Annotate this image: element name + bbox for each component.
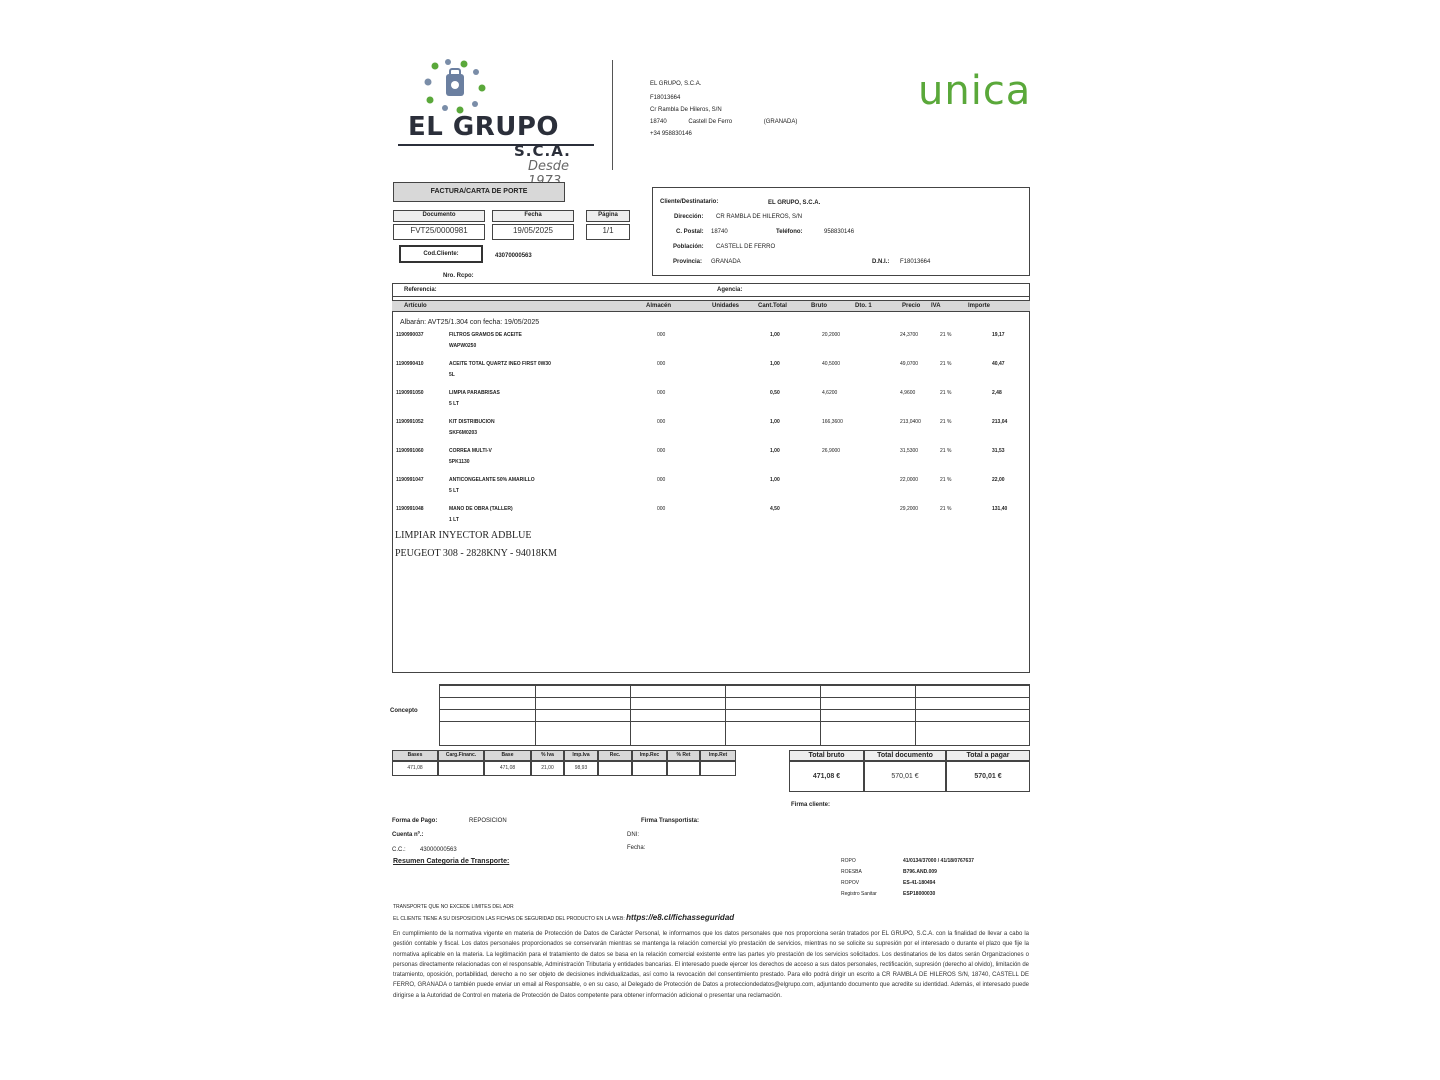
total-bruto-value: 471,08 €: [789, 761, 864, 792]
client-code-label: Cod.Cliente:: [399, 245, 483, 263]
item-precio: 31,5300: [900, 448, 919, 454]
concepts-label: Concepto: [390, 708, 418, 714]
item-importe: 31,53: [992, 448, 1005, 454]
item-cant: 1,00: [770, 448, 780, 454]
client-dest-value: EL GRUPO, S.C.A.: [768, 200, 821, 206]
firma-cliente-label: Firma cliente:: [791, 802, 831, 808]
item-desc: KIT DISTRIBUCION: [449, 419, 495, 425]
doc-date-label: Fecha: [492, 210, 574, 222]
client-phone-label: Teléfono:: [776, 229, 803, 235]
logo-dots-icon: [420, 58, 490, 118]
doc-type-banner: FACTURA/CARTA DE PORTE: [393, 182, 565, 202]
tax-value-cell: 471,08: [484, 761, 531, 776]
item-precio: 213,0400: [900, 419, 921, 425]
total-pay-value: 570,01 €: [946, 761, 1030, 792]
doc-page-label: Página: [586, 210, 630, 222]
item-importe: 40,47: [992, 361, 1005, 367]
item-precio: 4,9600: [900, 390, 916, 396]
client-phone-value: 958830146: [824, 229, 855, 235]
client-cp-value: 18740: [711, 229, 728, 235]
item-cant: 1,00: [770, 419, 780, 425]
item-desc2: 5L: [449, 372, 455, 378]
item-importe: 22,00: [992, 477, 1005, 483]
client-dni-label: D.N.I.:: [872, 259, 890, 265]
item-desc: ANTICONGELANTE 50% AMARILLO: [449, 477, 535, 483]
doc-number-value: FVT25/0000981: [393, 224, 485, 240]
registry-value: ES-41-180494: [903, 880, 936, 886]
company-province: (GRANADA): [763, 119, 798, 125]
item-desc: MANO DE OBRA (TALLER): [449, 506, 513, 512]
concept-cell: [820, 721, 916, 746]
tax-header-cell: Rec.: [598, 750, 632, 761]
doc-page-value: 1/1: [586, 224, 630, 240]
partner-logo: unica: [918, 68, 1032, 114]
concept-cell: [820, 684, 916, 698]
item-iva: 21 %: [940, 506, 952, 512]
item-precio: 22,0000: [900, 477, 919, 483]
item-cant: 0,50: [770, 390, 780, 396]
company-address: Cr Rambla De Hileros, S/N: [650, 107, 722, 113]
concept-cell: [725, 721, 821, 746]
safety-sheets-text: EL CLIENTE TIENE A SU DISPOSICION LAS FICHAS DE SEGURIDAD DEL PRODUCTO EN LA WEB:: [393, 916, 625, 922]
item-alm: 000: [657, 332, 666, 338]
tax-value-cell: [598, 761, 632, 776]
tax-value-cell: 98,93: [564, 761, 598, 776]
firma-transportista-label: Firma Transportista:: [641, 818, 700, 824]
item-desc: FILTROS GRAMOS DE ACEITE: [449, 332, 522, 338]
company-cif: F18013664: [650, 95, 681, 101]
item-bruto: 4,6200: [822, 390, 838, 396]
item-cant: 1,00: [770, 477, 780, 483]
transport-dni-label: DNI:: [627, 832, 639, 838]
item-cant: 1,00: [770, 361, 780, 367]
client-town-label: Población:: [673, 244, 704, 250]
resumen-transport-label: Resumen Categoria de Transporte:: [393, 858, 510, 865]
client-cp-label: C. Postal:: [676, 229, 704, 235]
item-iva: 21 %: [940, 477, 952, 483]
col-importe: Importe: [968, 303, 991, 309]
item-alm: 000: [657, 506, 666, 512]
tax-header-cell: Bases: [392, 750, 438, 761]
tax-value-cell: [700, 761, 736, 776]
company-city: Castell De Ferro: [688, 119, 733, 125]
lines-ref-row: [392, 283, 1030, 297]
total-doc-label: Total documento: [864, 750, 946, 761]
concept-cell: [535, 721, 631, 746]
col-bruto: Bruto: [811, 303, 827, 309]
company-postal: 18740: [650, 119, 667, 125]
item-desc: LIMPIA PARABRISAS: [449, 390, 500, 396]
company-name: EL GRUPO, S.C.A.: [650, 81, 702, 87]
item-iva: 21 %: [940, 361, 952, 367]
company-logo: [398, 58, 598, 178]
client-code-value: 43070000563: [495, 253, 532, 259]
concept-cell: [535, 684, 631, 698]
logo-desde-text: Desde: [528, 159, 570, 174]
concept-cell: [915, 684, 1030, 698]
transport-date-label: Fecha:: [627, 845, 646, 851]
item-code: 1190990410: [396, 361, 424, 367]
col-dto: Dto. 1: [855, 303, 872, 309]
item-precio: 49,0700: [900, 361, 919, 367]
item-desc2: SKF6M0203: [449, 430, 478, 436]
item-desc2: 5 LT: [449, 488, 459, 494]
tax-value-cell: 471,08: [392, 761, 438, 776]
item-code: 1190991047: [396, 477, 424, 483]
item-bruto: 166,3600: [822, 419, 843, 425]
header-divider: [612, 60, 613, 170]
agency-label: Agencia:: [717, 287, 743, 293]
item-cant: 4,50: [770, 506, 780, 512]
item-importe: 131,40: [992, 506, 1008, 512]
tax-header-cell: Imp.Rec: [632, 750, 667, 761]
item-iva: 21 %: [940, 390, 952, 396]
item-precio: 29,2000: [900, 506, 919, 512]
concept-cell: [725, 684, 821, 698]
tax-header-cell: Base: [484, 750, 531, 761]
privacy-legal-text: En cumplimiento de la normativa vigente en materia de Protección de Datos de Carácter Personal, le informamos que los datos personales que nos proporciona serán tratados por EL GRUPO, S.C.A. con la finalidad de llevar a cabo la gestión contable y fiscal. Los datos personales proporcionados se conservarán mientras se mantenga la relación comercial y/o prestación de servicios, mientras no se solicite su supresión por el interesado o durante el plazo que fije la normativa aplicable en la materia. La legitimación para el tratamiento de datos se basa en la relación comercial existente entre las partes y/o prestación de los servicios solicitados. Los destinatarios de los datos serán Organizaciones o personas directamente relacionadas con el responsable, Administración Tributaria y entidades bancarias. El interesado puede ejercer los derechos de acceso a sus datos personales, rectificación, supresión (derecho al olvido), limitación de tratamiento, oposición, portabilidad, derecho a no ser objeto de decisiones individualizadas, así como la revocación del consentimiento prestado. Para ello podrá dirigir un escrito a CR RAMBLA DE HILEROS S/N, 18740, CASTELL DE FERRO, GRANADA o también puede enviar un email al Responsable, o en su caso, al Delegado de Protección de Datos a protecciondedatos@elgrupo.com, adjuntando documento que acredite su identidad. Además, el interesado puede dirigirse a la Autoridad de Control en materia de Protección de Datos competente para obtener información adicional o presentar una reclamación.: [393, 931, 1029, 999]
registry-value: B796.AND.009: [903, 869, 937, 875]
cc-value: 43000000563: [420, 847, 457, 853]
tax-header-cell: Carg.Financ.: [438, 750, 484, 761]
payment-method-value: REPOSICION: [469, 818, 507, 824]
item-bruto: 26,9000: [822, 448, 841, 454]
tax-value-cell: [438, 761, 484, 776]
col-almacen: Almacén: [646, 303, 672, 309]
company-phone: +34 958830146: [650, 131, 692, 137]
tax-header-cell: % Ret: [667, 750, 700, 761]
client-dni-value: F18013664: [900, 259, 931, 265]
registry-key: ROPO: [841, 858, 856, 864]
item-code: 1190991050: [396, 390, 424, 396]
col-iva: IVA: [931, 303, 941, 309]
client-prov-label: Provincia:: [673, 259, 703, 265]
item-desc: ACEITE TOTAL QUARTZ INEO FIRST 0W30: [449, 361, 551, 367]
item-alm: 000: [657, 477, 666, 483]
tax-value-cell: [632, 761, 667, 776]
adr-note: TRANSPORTE QUE NO EXCEDE LIMITES DEL ADR: [393, 904, 514, 910]
col-precio: Precio: [902, 303, 921, 309]
item-precio: 24,3700: [900, 332, 919, 338]
logo-sca-text: S.C.A.: [514, 142, 571, 160]
item-desc: CORREA MULTI-V: [449, 448, 492, 454]
total-pay-label: Total a pagar: [946, 750, 1030, 761]
total-doc-value: 570,01 €: [864, 761, 946, 792]
tax-header-cell: % Iva: [531, 750, 564, 761]
tax-header-cell: Imp.Iva: [564, 750, 598, 761]
item-alm: 000: [657, 419, 666, 425]
concept-cell: [630, 721, 726, 746]
item-desc2: 5 LT: [449, 401, 459, 407]
ref-label: Referencia:: [404, 287, 437, 293]
item-iva: 21 %: [940, 332, 952, 338]
col-articulo: Artículo: [404, 303, 427, 309]
logo-main-text: EL GRUPO: [408, 112, 560, 142]
concept-cell: [439, 684, 536, 698]
safety-sheets-note: [393, 914, 734, 923]
note-line-1: LIMPIAR INYECTOR ADBLUE: [395, 530, 532, 541]
item-iva: 21 %: [940, 448, 952, 454]
doc-date-value: 19/05/2025: [492, 224, 574, 240]
item-alm: 000: [657, 390, 666, 396]
concept-cell: [915, 721, 1030, 746]
client-town-value: CASTELL DE FERRO: [716, 244, 776, 250]
item-code: 1190991052: [396, 419, 424, 425]
company-info: [650, 80, 797, 138]
safety-sheets-url[interactable]: https://e8.cl/fichasseguridad: [626, 913, 735, 922]
item-desc2: 1 LT: [449, 517, 459, 523]
item-code: 1190991048: [396, 506, 424, 512]
registry-key: ROPOV: [841, 880, 860, 886]
item-code: 1190990037: [396, 332, 424, 338]
item-alm: 000: [657, 448, 666, 454]
registry-key: ROESBA: [841, 869, 862, 875]
item-alm: 000: [657, 361, 666, 367]
client-dest-label: Cliente/Destinatario:: [660, 199, 719, 205]
item-importe: 213,04: [992, 419, 1008, 425]
registry-key: Registro Sanitar: [841, 891, 877, 897]
doc-number-label: Documento: [393, 210, 485, 222]
concept-cell: [630, 684, 726, 698]
item-bruto: 40,5000: [822, 361, 841, 367]
tax-value-cell: [667, 761, 700, 776]
item-code: 1190991060: [396, 448, 424, 454]
client-prov-value: GRANADA: [711, 259, 741, 265]
item-importe: 19,17: [992, 332, 1005, 338]
registry-value: ESP18000030: [903, 891, 936, 897]
tax-value-cell: 21,00: [531, 761, 564, 776]
account-label: Cuenta nº.:: [392, 832, 424, 838]
item-importe: 2,48: [992, 390, 1002, 396]
company-city-row: [650, 118, 797, 126]
item-iva: 21 %: [940, 419, 952, 425]
item-desc2: WAPW0250: [449, 343, 477, 349]
client-addr-value: CR RAMBLA DE HILEROS, S/N: [716, 214, 803, 220]
cc-label: C.C.:: [392, 847, 406, 853]
albaran-line: Albarán: AVT25/1.304 con fecha: 19/05/2025: [400, 319, 540, 326]
client-addr-label: Dirección:: [674, 214, 704, 220]
note-line-2: PEUGEOT 308 - 2828KNY - 94018KM: [395, 548, 557, 559]
total-bruto-label: Total bruto: [789, 750, 864, 761]
col-unidades: Unidades: [712, 303, 740, 309]
payment-method-label: Forma de Pago:: [392, 818, 438, 824]
concept-cell: [439, 721, 536, 746]
col-cant-total: Cant.Total: [758, 303, 787, 309]
nro-label: Nro. Rcpo:: [443, 273, 474, 279]
item-bruto: 20,2000: [822, 332, 841, 338]
registry-value: 41/0134/37000 / 41/18/0767637: [903, 858, 974, 864]
item-cant: 1,00: [770, 332, 780, 338]
item-desc2: 5PK1130: [449, 459, 470, 465]
tax-header-cell: Imp.Ret: [700, 750, 736, 761]
